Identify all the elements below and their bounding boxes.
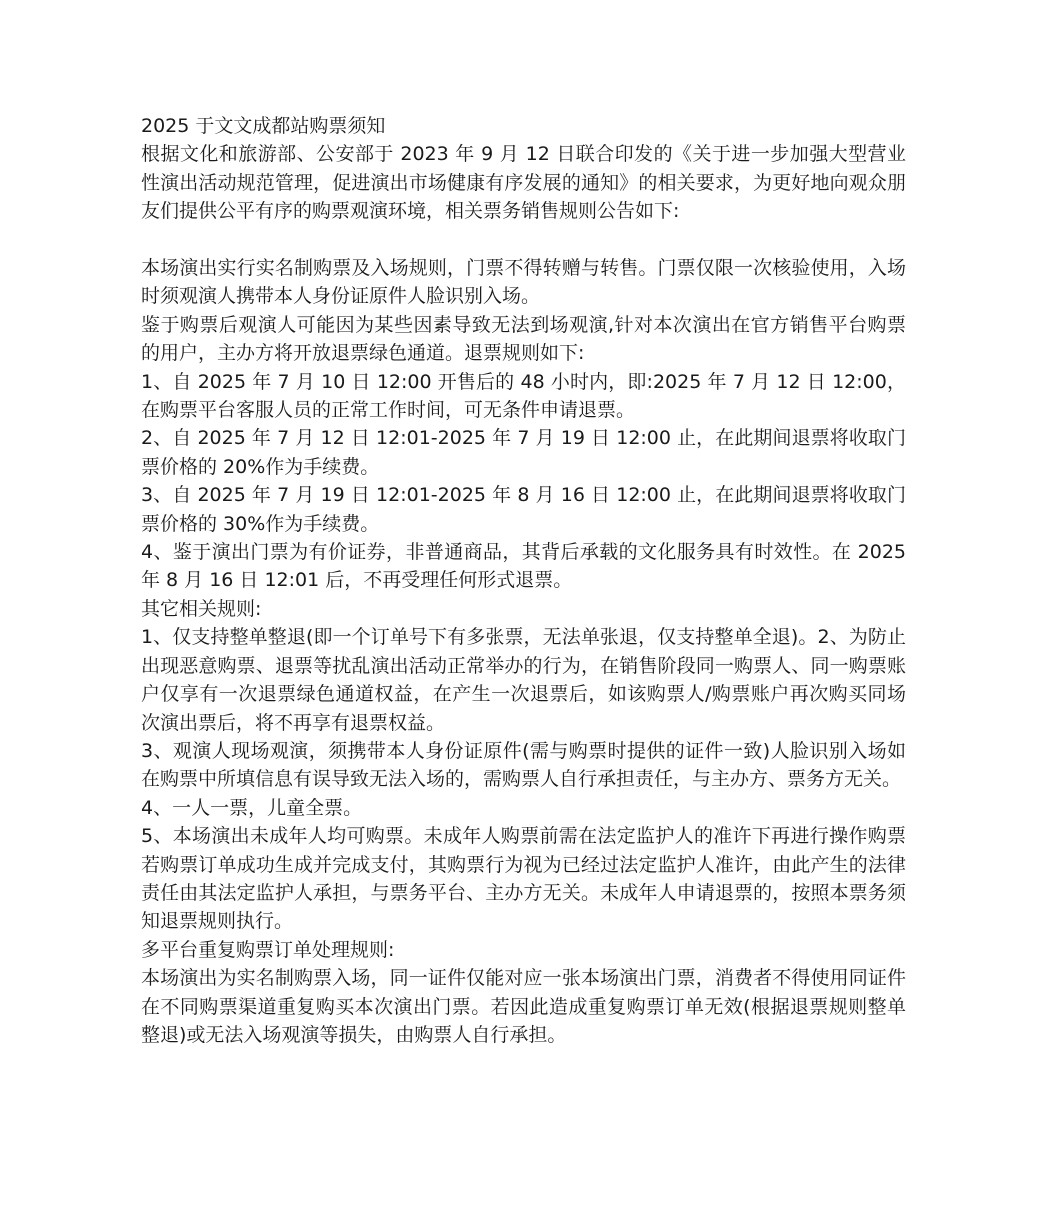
other-rule-item: 5、本场演出未成年人均可购票。未成年人购票前需在法定监护人的准许下再进行操作购票若购票订单成功生成并完成支付，其购票行为视为已经过法定监护人准许，由此产生的法律责任由其法定监护人承担，与票务平台、主办方无关。未成年人申请退票的，按照本票务须知退票规则执行。 [141,825,906,933]
multi-platform-rule-paragraph: 本场演出为实名制购票入场，同一证件仅能对应一张本场演出门票，消费者不得使用同证件在不同购票渠道重复购买本次演出门票。若因此造成重复购票订单无效(根据退票规则整单整退)或无法入场观演等损失，由购票人自行承担。 [141,967,906,1046]
ticket-notice-document [141,112,906,1049]
blank-line [141,226,906,254]
refund-rule-item: 4、鉴于演出门票为有价证券，非普通商品，其背后承载的文化服务具有时效性。在 2025 年 8 月 16 日 12:01 后，不再受理任何形式退票。 [141,541,906,592]
other-rule-item: 3、观演人现场观演，须携带本人身份证原件(需与购票时提供的证件一致)人脸识别入场如在购票中所填信息有误导致无法入场的，需购票人自行承担责任，与主办方、票务方无关。 [141,739,906,791]
other-rules-heading: 其它相关规则: [141,597,262,620]
intro-paragraph: 根据文化和旅游部、公安部于 2023 年 9 月 12 日联合印发的《关于进一步加强大型营业性演出活动规范管理，促进演出市场健康有序发展的通知》的相关要求，为更好地向观众朋友们提供公平有序的购票观演环境，相关票务销售规则公告如下: [141,143,906,223]
document-title: 2025 于文文成都站购票须知 [141,115,386,137]
other-rule-item: 4、一人一票，儿童全票。 [141,796,363,819]
other-rule-item: 1、仅支持整单整退(即一个订单号下有多张票，无法单张退，仅支持整单全退)。2、为防止出现恶意购票、退票等扰乱演出活动正常举办的行为，在销售阶段同一购票人、同一购票账户仅享有一次退票绿色通道权益，在产生一次退票后，如该购票人/购票账户再次购买同场次演出票后，将不再享有退票权益。 [141,626,906,734]
refund-rule-item: 2、自 2025 年 7 月 12 日 12:01-2025 年 7 月 19 日 12:00 止，在此期间退票将收取门票价格的 20%作为手续费。 [141,427,906,478]
realname-rule-paragraph: 本场演出实行实名制购票及入场规则，门票不得转赠与转售。门票仅限一次核验使用，入场时须观演人携带本人身份证原件人脸识别入场。 [141,257,906,308]
refund-rule-item: 3、自 2025 年 7 月 19 日 12:01-2025 年 8 月 16 日 12:00 止，在此期间退票将收取门票价格的 30%作为手续费。 [141,484,906,535]
multi-platform-heading: 多平台重复购票订单处理规则: [141,938,395,961]
refund-intro-paragraph: 鉴于购票后观演人可能因为某些因素导致无法到场观演,针对本次演出在官方销售平台购票的用户，主办方将开放退票绿色通道。退票规则如下: [141,313,906,365]
refund-rule-item: 1、自 2025 年 7 月 10 日 12:00 开售后的 48 小时内，即:2025 年 7 月 12 日 12:00，在购票平台客服人员的正常工作时间，可无条件申请退票。 [141,370,906,422]
